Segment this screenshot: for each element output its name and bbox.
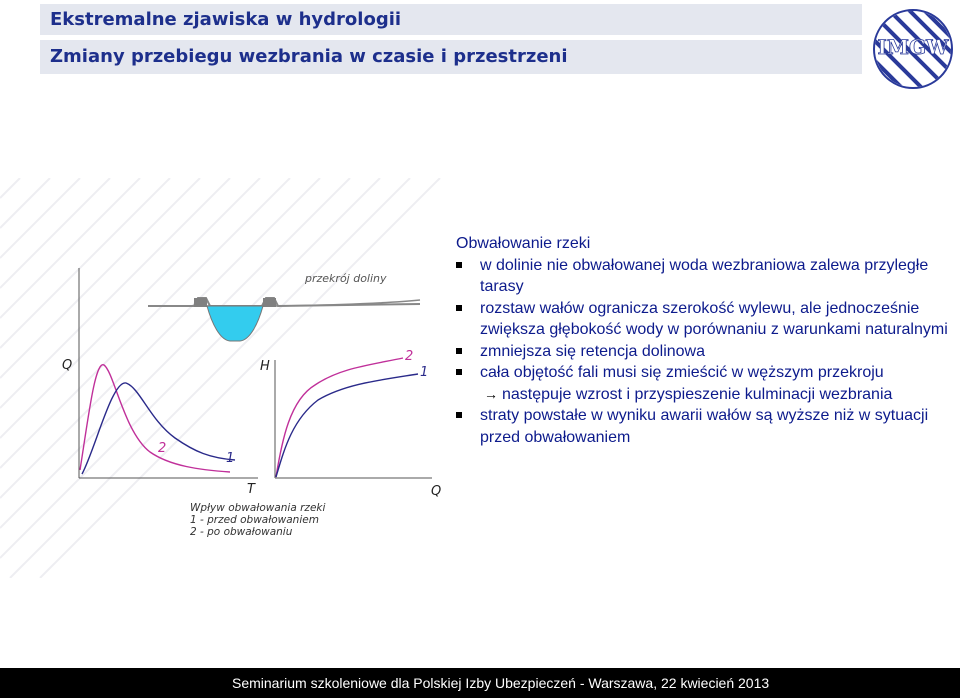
left-curve-1 <box>82 383 235 474</box>
right-x-label: Q <box>431 484 442 499</box>
content-text <box>456 233 960 448</box>
levee-effect-figure <box>0 240 460 540</box>
bullet-item: rozstaw wałów ogranicza szerokość wylewu, ale jednocześnie zwiększa głębokość wody w porównaniu z warunkami naturalnymi <box>456 298 960 341</box>
cross-section-label: przekrój doliny <box>305 272 387 285</box>
figure-caption-title: Wpływ obwałowania rzeki <box>190 502 326 514</box>
figure-caption-line1: 1 - przed obwałowaniem <box>190 514 319 526</box>
footer-bar <box>0 668 960 698</box>
slide-subtitle: Zmiany przebiegu wezbrania w czasie i przestrzeni <box>40 40 862 74</box>
bullet-item: straty powstałe w wyniku awarii wałów są wyższe niż w sytuacji przed obwałowaniem <box>456 405 960 448</box>
levee-right <box>263 298 276 307</box>
right-label-1: 1 <box>420 365 429 380</box>
slide-title: Ekstremalne zjawiska w hydrologii <box>40 4 862 35</box>
right-curve-2 <box>276 358 403 477</box>
bullet-item: zmniejsza się retencja dolinowa <box>456 341 960 363</box>
bullet-item: w dolinie nie obwałowanej woda wezbraniowa zalewa przyległe tarasy <box>456 255 960 298</box>
figure-caption-line2: 2 - po obwałowaniu <box>190 526 293 538</box>
arrow-item-text: następuje wzrost i przyspieszenie kulminacji wezbrania <box>502 385 893 403</box>
bullet-list <box>456 255 960 449</box>
right-y-label: H <box>260 359 270 374</box>
footer-text: Seminarium szkoleniowe dla Polskiej Izby Ubezpieczeń - Warszawa, 22 kwiecień 2013 <box>232 675 770 691</box>
river-water <box>207 306 263 341</box>
imgw-logo <box>872 8 954 90</box>
content-heading: Obwałowanie rzeki <box>456 235 591 252</box>
levee-left <box>194 298 207 307</box>
arrow-item <box>456 384 960 406</box>
right-curve-1 <box>276 374 418 477</box>
left-label-1: 1 <box>226 451 235 466</box>
right-label-2: 2 <box>405 349 414 364</box>
right-arrow-icon: → <box>484 385 498 402</box>
left-y-label: Q <box>62 358 73 373</box>
left-label-2: 2 <box>158 441 167 456</box>
bullet-item: cała objętość fali musi się zmieścić w węższym przekroju <box>456 362 960 384</box>
valley-profile <box>148 298 420 306</box>
logo-text: IMGW <box>877 35 949 59</box>
left-x-label: T <box>247 482 255 497</box>
